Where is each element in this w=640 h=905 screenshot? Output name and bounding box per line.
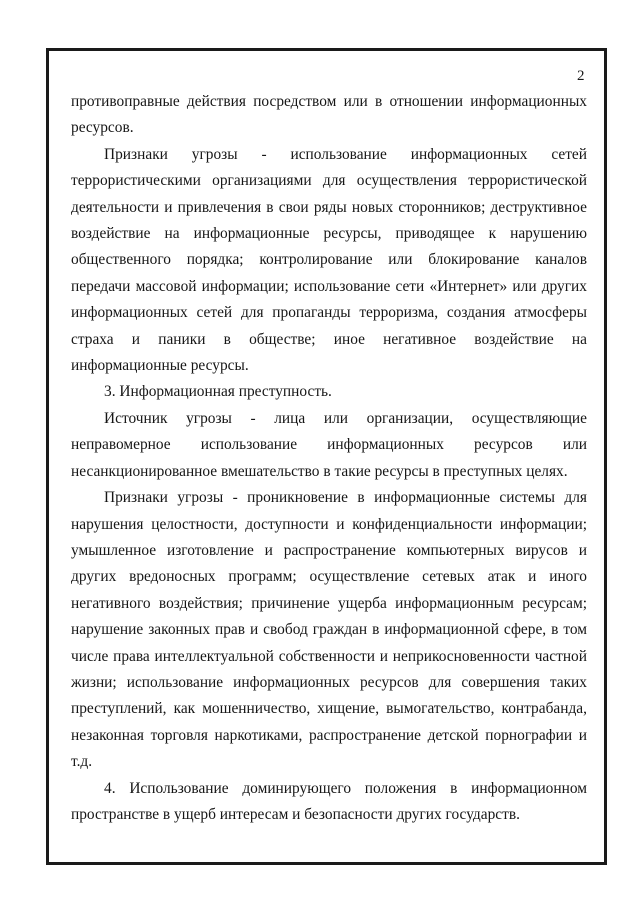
page-number: 2 xyxy=(577,68,585,84)
paragraph-threat-source: Источник угрозы - лица или организации, осуществляющие неправомерное использование информационных ресурсов или несанкционированное вмешательство в такие ресурсы в преступных целях. xyxy=(71,409,587,480)
section-heading-dominant-position: 4. Использование доминирующего положения в информационном пространстве в ущерб интересам и безопасности других государств. xyxy=(71,779,587,823)
document-body xyxy=(71,89,587,828)
paragraph-crime-signs: Признаки угрозы - проникновение в информационные системы для нарушения целостности, доступности и конфиденциальности информации; умышленное изготовление и распространение компьютерных вирусов и других вредоносных программ; осуществление сетевых атак и иного негативного воздействия; причинение ущерба информационным ресурсам; нарушение законных прав и свобод граждан в информационной сфере, в том числе права интеллектуальной собственности и неприкосновенности частной жизни; использование информационных ресурсов для совершения таких преступлений, как мошенничество, хищение, вымогательство, контрабанда, незаконная торговля наркотиками, распространение детской порнографии и т.д. xyxy=(71,489,587,771)
paragraph-continuation: противоправные действия посредством или в отношении информационных ресурсов. xyxy=(71,93,587,137)
paragraph-terrorism-signs: Признаки угрозы - использование информационных сетей террористическими организациями для осуществления террористической деятельности и привлечения в свои ряды новых сторонников; деструктивное воздействие на информационные ресурсы, приводящее к нарушению общественного порядка; контролирование или блокирование каналов передачи массовой информации; использование сети «Интернет» или других информационных сетей для пропаганды терроризма, создания атмосферы страха и паники в обществе; иное негативное воздействие на информационные ресурсы. xyxy=(71,145,587,375)
section-heading-information-crime: 3. Информационная преступность. xyxy=(104,383,332,401)
